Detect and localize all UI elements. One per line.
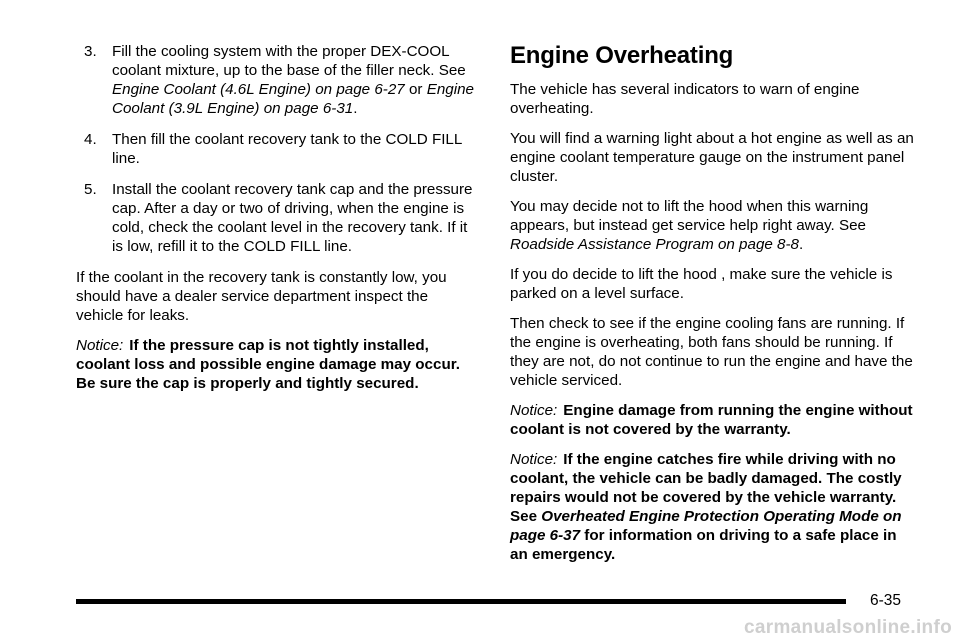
step-number: 3. xyxy=(84,43,97,60)
footer-rule xyxy=(76,599,846,604)
step-text: Then fill the coolant recovery tank to the COLD FILL line. xyxy=(112,131,462,167)
notice-text: Engine damage from running the engine without coolant is not covered by the warranty. xyxy=(510,402,913,438)
section-heading: Engine Overheating xyxy=(510,42,734,69)
step-5 xyxy=(76,180,478,256)
watermark: carmanualsonline.info xyxy=(744,617,952,638)
step-text: Fill the cooling system with the proper DEX-COOL coolant mixture, up to the base of the filler neck. See xyxy=(112,43,466,79)
notice-paragraph xyxy=(76,336,478,393)
step-text: or xyxy=(404,81,427,98)
cross-reference-link[interactable]: Engine Coolant (3.9L Engine) on page 6-31 xyxy=(112,81,474,117)
notice-paragraph xyxy=(510,450,915,564)
cross-reference-link[interactable]: Roadside Assistance Program on page 8-8 xyxy=(510,236,800,253)
body-paragraph: If the coolant in the recovery tank is constantly low, you should have a dealer service department inspect the vehicle for leaks. xyxy=(76,269,447,324)
step-4 xyxy=(76,130,478,168)
notice-text: for information on driving to a safe place in an emergency. xyxy=(510,527,897,563)
notice-paragraph xyxy=(510,401,915,439)
body-paragraph: Then check to see if the engine cooling fans are running. If the engine is overheating, both fans should be running. If they are not, do not continue to run the engine and have the vehicle serviced. xyxy=(510,315,913,389)
notice-label: Notice: xyxy=(510,402,558,419)
notice-text: If the pressure cap is not tightly installed, coolant loss and possible engine damage may occur. Be sure the cap is properly and tightly secured. xyxy=(76,337,461,392)
step-text: . xyxy=(353,100,358,117)
step-3 xyxy=(76,42,478,118)
body-paragraph xyxy=(510,197,915,254)
step-number: 4. xyxy=(84,131,97,148)
right-column xyxy=(510,42,915,575)
notice-text: If the engine catches fire while driving with no coolant, the vehicle can be badly damaged. The costly repairs would not be covered by the vehicle warranty. See xyxy=(510,451,902,525)
paragraph-text: . xyxy=(799,236,804,253)
body-paragraph: The vehicle has several indicators to warn of engine overheating. xyxy=(510,81,860,117)
cross-reference-link[interactable]: Engine Coolant (4.6L Engine) on page 6-27 xyxy=(112,81,405,98)
notice-label: Notice: xyxy=(76,337,124,354)
step-text: Install the coolant recovery tank cap and the pressure cap. After a day or two of driving, when the engine is cold, check the coolant level in the recovery tank. If it is low, refill it to the COLD FILL line. xyxy=(112,181,473,255)
left-column xyxy=(76,42,478,404)
step-number: 5. xyxy=(84,181,97,198)
cross-reference-link[interactable]: Overheated Engine Protection Operating Mode on page 6-37 xyxy=(510,508,902,544)
body-paragraph: You will find a warning light about a hot engine as well as an engine coolant temperature gauge on the instrument panel cluster. xyxy=(510,130,914,185)
notice-label: Notice: xyxy=(510,451,558,468)
page-number: 6-35 xyxy=(870,592,902,609)
paragraph-text: You may decide not to lift the hood when this warning appears, but instead get service help right away. See xyxy=(510,198,869,234)
body-paragraph: If you do decide to lift the hood , make sure the vehicle is parked on a level surface. xyxy=(510,266,893,302)
